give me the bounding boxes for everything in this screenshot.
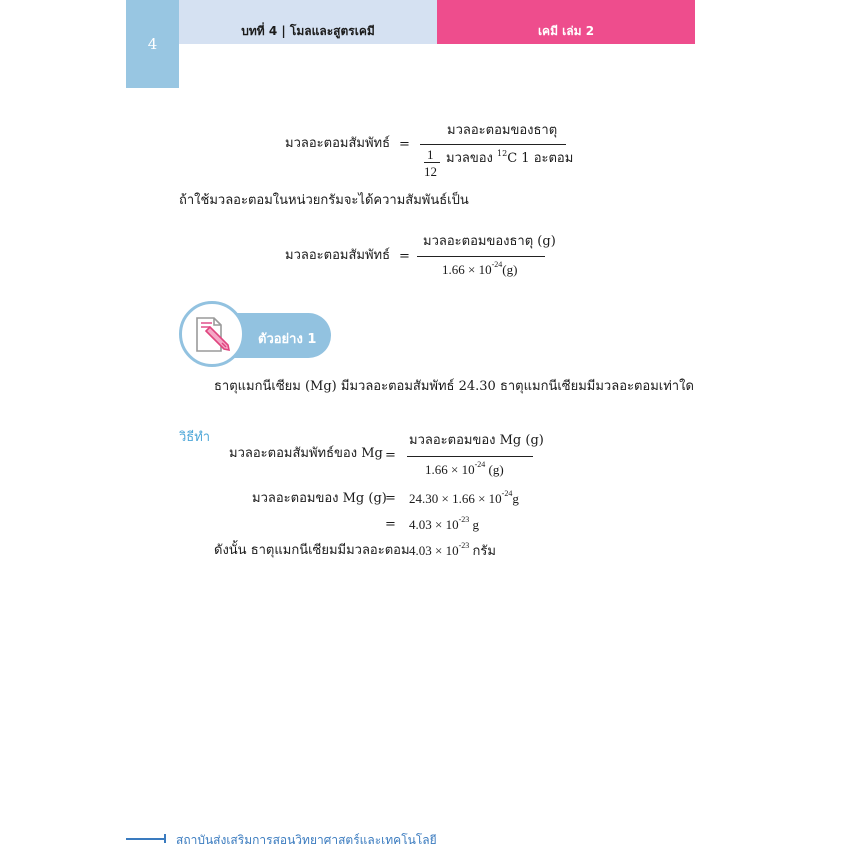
- eq1-fraction-line: [420, 144, 566, 145]
- eq2-numerator: มวลอะตอมของธาตุ (g): [423, 234, 556, 249]
- example-question: ธาตุแมกนีเซียม (Mg) มีมวลอะตอมสัมพัทธ์ 24.30 ธาตุแมกนีเซียมมีมวลอะตอมเท่าใด: [214, 379, 694, 394]
- solution-step2-lhs: มวลอะตอมของ Mg (g): [252, 491, 387, 506]
- solution-step1-denominator: $1.66 \times 10^{-24}$ (g): [425, 460, 504, 477]
- example-badge-label: ตัวอย่าง 1: [258, 332, 317, 347]
- eq2-equals: =: [399, 249, 410, 264]
- solution-step1-lhs: มวลอะตอมสัมพัทธ์ของ Mg: [229, 446, 383, 461]
- footer-rule-tick: [164, 834, 166, 843]
- solution-step2-equals: =: [385, 491, 396, 506]
- pencil-document-icon: [194, 315, 232, 355]
- eq2-lhs: มวลอะตอมสัมพัทธ์: [285, 248, 391, 263]
- solution-step3-equals: =: [385, 517, 396, 532]
- eq1-equals: =: [399, 137, 410, 152]
- solution-step2-rhs: $24.30 \times 1.66 \times 10^{-24}g$: [409, 489, 519, 506]
- solution-step1-fraction-line: [407, 456, 533, 457]
- solution-step1-equals: =: [385, 448, 396, 463]
- solution-label: วิธีทำ: [179, 430, 211, 445]
- intro-text: ถ้าใช้มวลอะตอมในหน่วยกรัมจะได้ความสัมพันธ์เป็น: [179, 193, 469, 208]
- eq1-numerator: มวลอะตอมของธาตุ: [447, 123, 558, 138]
- eq2-fraction-line: [417, 256, 545, 257]
- footer-institution: สถาบันส่งเสริมการสอนวิทยาศาสตร์และเทคโนโลยี: [176, 833, 437, 847]
- book-title: เคมี เล่ม 2: [537, 24, 595, 38]
- page-number: 4: [147, 35, 158, 53]
- solution-step1-numerator: มวลอะตอมของ Mg (g): [409, 433, 544, 448]
- eq2-denominator: $1.66 \times 10^{-24}(g)$: [442, 260, 518, 277]
- eq1-denominator: มวลของ $^{12}$C 1 อะตอม: [446, 149, 574, 166]
- footer-rule: [126, 838, 166, 840]
- conclusion-value: $4.03 \times 10^{-23}$ กรัม: [409, 541, 496, 558]
- eq1-small-fraction-denominator: 12: [424, 164, 437, 179]
- conclusion-text: ดังนั้น ธาตุแมกนีเซียมมีมวลอะตอม: [214, 543, 410, 558]
- eq1-lhs: มวลอะตอมสัมพัทธ์: [285, 136, 391, 151]
- eq1-small-fraction-numerator: 1: [427, 147, 434, 162]
- eq1-small-fraction-line: [424, 162, 440, 163]
- chapter-title: บทที่ 4 | โมลและสูตรเคมี: [241, 24, 375, 38]
- solution-step3-rhs: $4.03 \times 10^{-23}$ g: [409, 515, 480, 532]
